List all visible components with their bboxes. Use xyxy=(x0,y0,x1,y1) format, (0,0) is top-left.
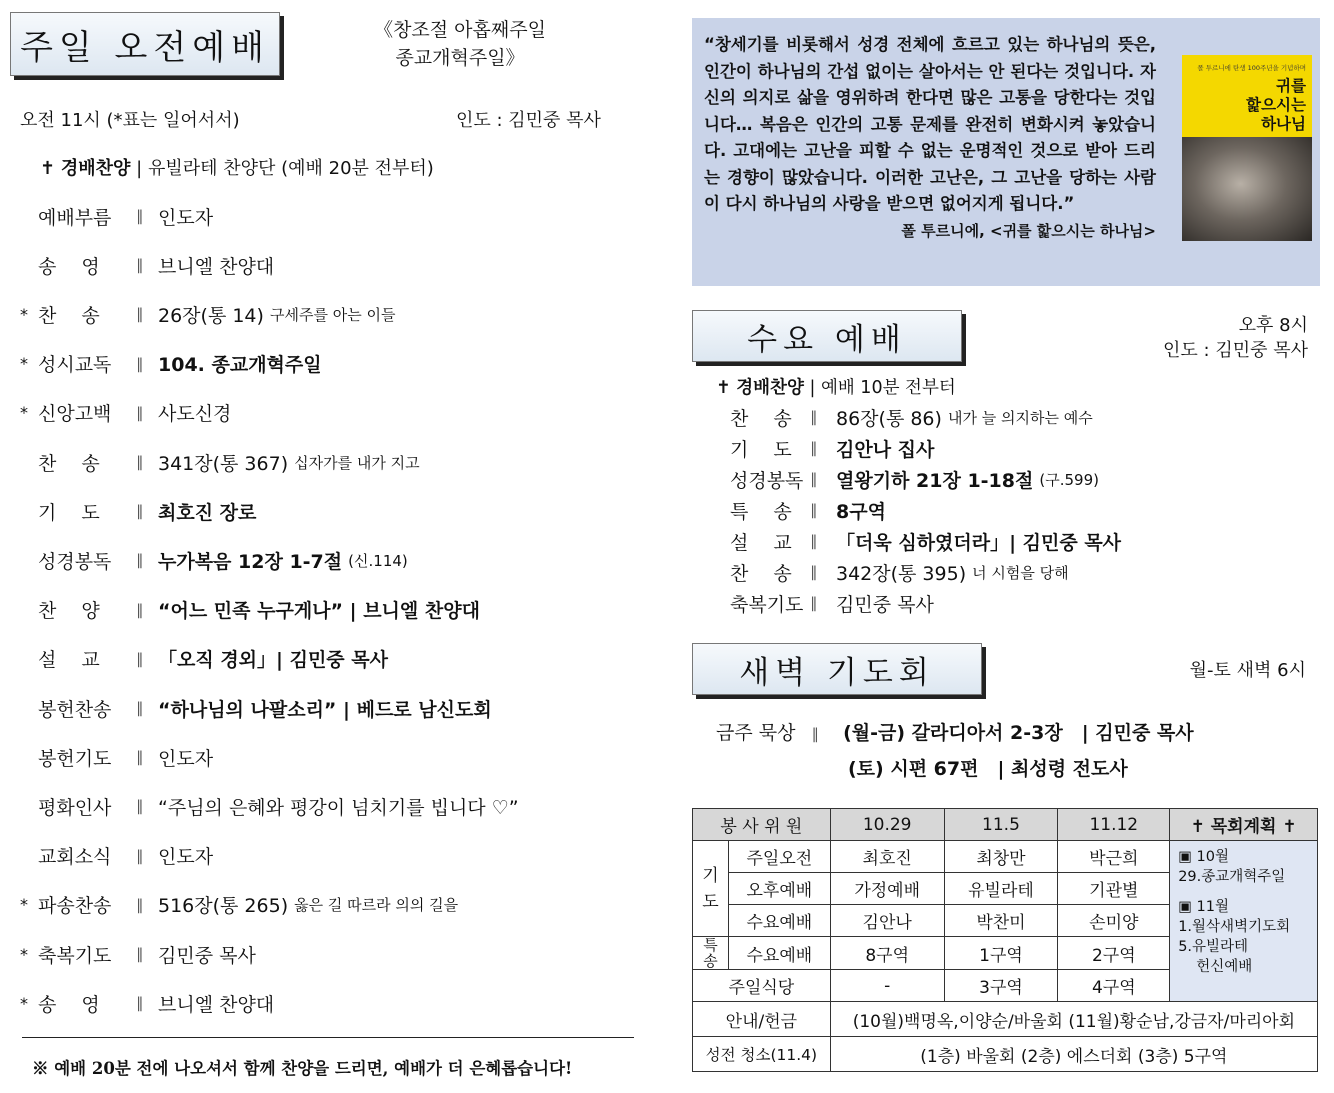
order-label: 기 도 xyxy=(38,501,100,524)
order-label: 설 교 xyxy=(730,531,792,554)
order-value: “하나님의 나팔소리” | 베드로 남신도회 xyxy=(158,698,492,721)
order-item xyxy=(20,245,274,285)
order-item xyxy=(20,590,480,630)
order-item xyxy=(20,688,492,728)
order-label: 기 도 xyxy=(730,438,792,461)
order-label: 예배부름 xyxy=(38,206,112,229)
author-photo xyxy=(1182,137,1312,241)
order-sep: ∥ xyxy=(136,256,144,275)
dawn-meditation: 금주 묵상 ∥ (월-금) 갈라디아서 2-3장 | 김민중 목사 xyxy=(716,722,1194,744)
opening-sep: | xyxy=(809,378,816,398)
stand-marker: * xyxy=(20,403,28,423)
order-value: 26장(통 14) xyxy=(158,304,264,327)
order-item xyxy=(716,557,1069,587)
table-cell: 박찬미 xyxy=(944,905,1058,937)
order-item xyxy=(716,464,1099,494)
order-item xyxy=(20,196,213,236)
table-header: 10.29 xyxy=(830,809,944,841)
order-value: 인도자 xyxy=(158,747,214,770)
table-header: 11.5 xyxy=(944,809,1058,841)
wednesday-leader: 인도 : 김민중 목사 xyxy=(1163,340,1308,361)
table-cell: 박근희 xyxy=(1058,841,1170,873)
table-header: ✝ 목회계획 ✝ xyxy=(1170,809,1318,841)
order-item xyxy=(20,737,213,777)
order-subvalue: 구세주를 아는 이들 xyxy=(269,305,396,324)
order-item xyxy=(20,540,408,580)
order-value: 김민중 목사 xyxy=(836,593,934,616)
order-subvalue: 옳은 길 따르라 의의 길을 xyxy=(294,896,459,915)
table-cell: 유빌라테 xyxy=(944,873,1058,905)
order-item xyxy=(20,344,322,384)
dawn-line2: (토) 시편 67편 | 최성령 전도사 xyxy=(848,758,1128,780)
sunday-title: 주일 오전예배 xyxy=(20,27,270,68)
order-value: 최호진 장로 xyxy=(158,501,257,524)
order-sep: ∥ xyxy=(136,207,144,225)
order-item xyxy=(716,526,1121,556)
order-label: 신앙고백 xyxy=(38,403,112,426)
table-cell: 최창만 xyxy=(944,841,1058,873)
order-sep: ∥ xyxy=(136,895,144,914)
order-item xyxy=(20,786,519,826)
table-cell: 최호진 xyxy=(830,841,944,873)
opening-sep: | xyxy=(136,158,143,179)
order-item xyxy=(20,934,256,974)
order-sep: ∥ xyxy=(136,403,144,422)
dawn-label: 금주 묵상 xyxy=(716,722,796,744)
table-row xyxy=(693,841,1318,873)
sunday-footer: ※ 예배 20분 전에 나오셔서 함께 찬양을 드리면, 예배가 더 은혜롭습니다! xyxy=(32,1059,573,1078)
row-label: 수요예배 xyxy=(728,905,830,937)
order-value: “주님의 은혜와 평강이 넘치기를 빕니다 ♡” xyxy=(158,796,519,819)
dawn-line2-wrap xyxy=(848,754,1128,781)
order-item xyxy=(20,885,458,925)
order-subvalue: (구.599) xyxy=(1039,470,1099,489)
book-title-line1: 귀를 xyxy=(1276,77,1306,95)
sunday-opening xyxy=(40,154,434,180)
sunday-time: 오전 11시 (*표는 일어서서) xyxy=(20,110,240,131)
order-sep: ∥ xyxy=(136,797,144,816)
table-header: 봉 사 위 원 xyxy=(693,809,831,841)
order-sep: ∥ xyxy=(136,846,144,865)
order-value: 김민중 목사 xyxy=(158,944,256,967)
row-label: 수요예배 xyxy=(728,937,830,970)
table-row xyxy=(693,1002,1318,1037)
quote-text: “창세기를 비롯해서 성경 전체에 흐르고 있는 하나님의 뜻은, 인간이 하나님의 간섭 없이는 살아서는 안 된다는 것입니다. 자신의 의지로 삶을 영위하려 한다면 많은 고통을 당한다는 것입니다… 복음은 인간의 고통 문제를 완전히 변화시켜 놓았습니다. 고대에는 고난을 피할 수 없는 운명적인 것으로 받아 드리는 경향이 많았습니다. 이러한 고난은, 그 고난을 당하는 사람이 다시 하나님의 사랑을 받으면 없어지게 됩니다.” xyxy=(704,35,1156,213)
cross-icon: ✝ xyxy=(716,378,731,398)
order-label: 송 영 xyxy=(38,255,100,278)
row-label: 성전 청소(11.4) xyxy=(693,1037,831,1072)
row-label: 주일식당 xyxy=(693,970,831,1002)
table-header-row xyxy=(693,809,1318,841)
order-value: 브니엘 찬양대 xyxy=(158,255,275,278)
order-sep: ∥ xyxy=(136,945,144,963)
order-sep: ∥ xyxy=(136,305,144,324)
row-label: 오후예배 xyxy=(728,873,830,905)
order-subvalue: (신.114) xyxy=(348,551,408,570)
order-item xyxy=(20,491,256,531)
order-value: 브니엘 찬양대 xyxy=(158,993,275,1016)
order-subvalue: 내가 늘 의지하는 예수 xyxy=(947,408,1093,427)
order-sep: ∥ xyxy=(810,594,818,612)
order-label: 찬 송 xyxy=(38,304,100,327)
duty-table xyxy=(692,808,1318,1072)
table-cell: 3구역 xyxy=(944,970,1058,1002)
order-label: 특 송 xyxy=(730,500,792,523)
table-cell: 2구역 xyxy=(1058,937,1170,970)
order-value: 86장(통 86) xyxy=(836,407,942,430)
order-sep: ∥ xyxy=(136,994,144,1013)
order-label: 찬 송 xyxy=(730,407,792,430)
plan-item: 5.유빌라테 xyxy=(1178,939,1249,955)
dawn-time: 월-토 새벽 6시 xyxy=(1189,660,1306,681)
sunday-divider xyxy=(22,1037,634,1038)
wednesday-time: 오후 8시 xyxy=(1238,315,1308,336)
table-cell: - xyxy=(830,970,944,1002)
order-value: 누가복음 12장 1-7절 xyxy=(158,550,343,573)
plan-item: 헌신예배 xyxy=(1196,959,1253,975)
plan-month-11: ▣ 11월 xyxy=(1178,899,1229,915)
order-item xyxy=(20,393,231,433)
opening-value: 유빌라테 찬양단 (예배 20분 전부터) xyxy=(147,158,434,179)
order-item xyxy=(716,588,934,618)
order-value: “어느 민족 누구게나” | 브니엘 찬양대 xyxy=(158,600,480,623)
order-sep: ∥ xyxy=(810,408,818,426)
order-value: 341장(통 367) xyxy=(158,452,289,475)
order-value: 인도자 xyxy=(158,846,214,869)
book-subtitle: 폴 투르니에 탄생 100주년을 기념하며 xyxy=(1197,64,1306,72)
sunday-theme-line2: 종교개혁주일》 xyxy=(395,47,525,69)
quote-source: 폴 투르니에, <귀를 핥으시는 하나님> xyxy=(901,221,1156,240)
order-item xyxy=(20,294,395,334)
order-value: 342장(통 395) xyxy=(836,562,967,585)
stand-marker: * xyxy=(20,993,28,1013)
order-item xyxy=(20,836,213,876)
order-subvalue: 너 시험을 당해 xyxy=(972,563,1069,582)
order-sep: ∥ xyxy=(136,649,144,668)
table-cell: 김안나 xyxy=(830,905,944,937)
sunday-theme xyxy=(340,16,580,72)
order-label: 찬 송 xyxy=(730,562,792,585)
stand-marker: * xyxy=(20,895,28,915)
opening-label: 경배찬양 xyxy=(736,378,804,398)
book-title xyxy=(1188,77,1306,134)
order-value: 「더욱 심하였더라」| 김민중 목사 xyxy=(836,531,1122,554)
row-label: 주일오전 xyxy=(728,841,830,873)
order-sep: ∥ xyxy=(136,600,144,619)
order-sep: ∥ xyxy=(136,699,144,717)
plan-item: 1.월삭새벽기도회 xyxy=(1178,919,1291,935)
dawn-title: 새벽 기도회 xyxy=(739,654,935,691)
wednesday-title: 수요 예배 xyxy=(747,321,907,358)
table-cell: (1층) 바울회 (2층) 에스더회 (3층) 5구역 xyxy=(830,1037,1317,1072)
order-value: 인도자 xyxy=(158,206,214,229)
order-sep: ∥ xyxy=(810,501,818,519)
group-special-text: 특송 xyxy=(703,936,718,970)
order-label: 찬 양 xyxy=(38,600,100,623)
plan-item: 29.종교개혁주일 xyxy=(1178,869,1286,885)
order-label: 봉헌기도 xyxy=(38,747,112,770)
table-row xyxy=(693,1037,1318,1072)
table-header: 11.12 xyxy=(1058,809,1170,841)
dawn-line1: (월-금) 갈라디아서 2-3장 | 김민중 목사 xyxy=(843,722,1194,744)
wednesday-opening xyxy=(716,374,956,399)
opening-value: 예배 10분 전부터 xyxy=(820,378,956,398)
book-cover-image xyxy=(1182,55,1312,241)
cross-icon: ✝ xyxy=(40,158,56,179)
order-sep: ∥ xyxy=(136,748,144,767)
order-label: 교회소식 xyxy=(38,846,112,869)
book-title-line2: 핥으시는 xyxy=(1246,96,1306,114)
group-special-label xyxy=(693,937,729,970)
opening-label: 경배찬양 xyxy=(60,158,131,179)
stand-marker: * xyxy=(20,304,28,324)
order-sep: ∥ xyxy=(136,453,144,471)
order-value: 516장(통 265) xyxy=(158,895,289,918)
order-item xyxy=(20,639,388,679)
dawn-title-box xyxy=(692,643,982,695)
order-value: 열왕기하 21장 1-18절 xyxy=(836,469,1034,492)
table-cell: 8구역 xyxy=(830,937,944,970)
wednesday-title-box xyxy=(692,310,962,362)
sunday-title-box xyxy=(10,12,280,76)
order-item xyxy=(716,433,934,463)
plan-month-10: ▣ 10월 xyxy=(1178,849,1229,865)
table-cell: 4구역 xyxy=(1058,970,1170,1002)
table-cell: 손미양 xyxy=(1058,905,1170,937)
order-sep: ∥ xyxy=(810,439,818,457)
book-title-line3: 하나님 xyxy=(1261,115,1306,133)
sunday-theme-line1: 《창조절 아홉째주일 xyxy=(374,19,546,41)
group-prayer-text: 기도 xyxy=(702,865,719,912)
stand-marker: * xyxy=(20,354,28,374)
order-sep: ∥ xyxy=(810,563,818,581)
table-cell: 가정예배 xyxy=(830,873,944,905)
group-prayer-label xyxy=(693,841,729,937)
order-value: 김안나 집사 xyxy=(836,438,935,461)
order-value: 8구역 xyxy=(836,500,886,523)
stand-marker: * xyxy=(20,944,28,964)
order-label: 송 영 xyxy=(38,993,100,1016)
sunday-leader: 인도 : 김민중 목사 xyxy=(456,110,601,131)
order-value: 104. 종교개혁주일 xyxy=(158,354,322,377)
order-label: 평화인사 xyxy=(38,796,112,819)
order-label: 축복기도 xyxy=(38,944,112,967)
row-label: 안내/헌금 xyxy=(693,1002,831,1037)
order-item xyxy=(716,402,1093,432)
order-label: 성경봉독 xyxy=(38,550,112,573)
order-label: 설 교 xyxy=(38,649,100,672)
order-sep: ∥ xyxy=(810,470,818,488)
table-cell: (10월)백명옥,이양순/바울회 (11월)황순남,강금자/마리아회 xyxy=(830,1002,1317,1037)
order-label: 파송찬송 xyxy=(38,895,112,918)
order-value: 사도신경 xyxy=(158,403,232,426)
order-item xyxy=(20,442,420,482)
order-subvalue: 십자가를 내가 지고 xyxy=(294,453,420,472)
order-item xyxy=(20,983,274,1023)
order-label: 찬 송 xyxy=(38,452,100,475)
order-value: 「오직 경외」| 김민중 목사 xyxy=(158,649,388,672)
order-label: 성시교독 xyxy=(38,354,112,377)
table-cell: 1구역 xyxy=(944,937,1058,970)
table-cell: 기관별 xyxy=(1058,873,1170,905)
order-item xyxy=(716,495,886,525)
order-sep: ∥ xyxy=(136,502,144,521)
order-sep: ∥ xyxy=(810,532,818,550)
order-sep: ∥ xyxy=(136,551,144,570)
order-label: 봉헌찬송 xyxy=(38,698,112,721)
order-label: 축복기도 xyxy=(730,593,804,616)
order-sep: ∥ xyxy=(136,354,144,373)
plan-cell xyxy=(1170,841,1318,1002)
order-label: 성경봉독 xyxy=(730,469,804,492)
